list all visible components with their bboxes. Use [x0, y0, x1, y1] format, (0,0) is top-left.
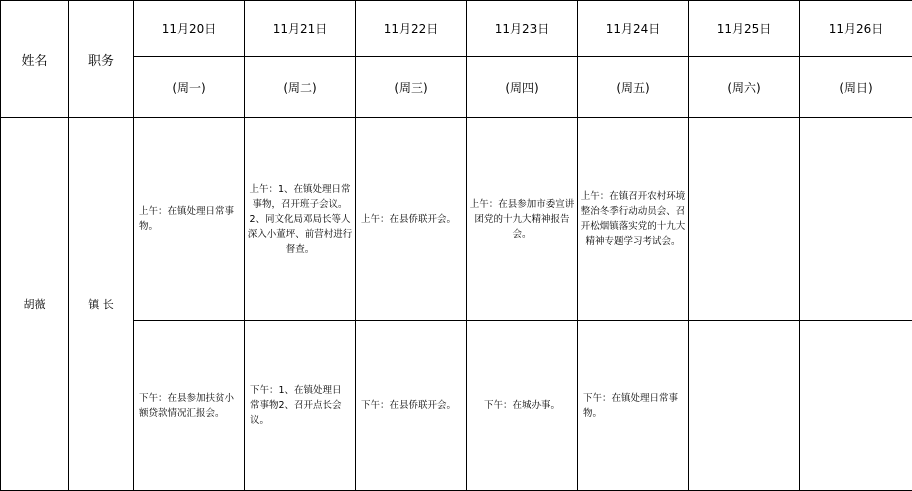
- morning-row: [1, 118, 912, 321]
- afternoon-tue-text: 下午：1、在镇处理日常事物2、召开点长会议。: [245, 383, 355, 428]
- header-name: 姓名: [1, 1, 69, 118]
- afternoon-mon-text: 下午：在县参加扶贫小额贷款情况汇报会。: [134, 391, 244, 421]
- morning-thu: [467, 118, 578, 321]
- date-row: [1, 1, 912, 57]
- weekday-fri: (周五): [578, 57, 689, 118]
- weekday-thu: (周四): [467, 57, 578, 118]
- afternoon-thu: [467, 321, 578, 491]
- person-name: 胡薇: [1, 118, 69, 491]
- weekday-row: [1, 57, 912, 118]
- weekday-sat: (周六): [689, 57, 800, 118]
- morning-wed: [356, 118, 467, 321]
- morning-thu-text: 上午：在县参加市委宣讲团党的十九大精神报告会。: [467, 197, 577, 242]
- date-wed: 11月22日: [356, 1, 467, 57]
- date-sun: 11月26日: [800, 1, 912, 57]
- weekday-tue: (周二): [245, 57, 356, 118]
- morning-fri-text: 上午：在镇召开农村环境整治冬季行动动员会、召开松烟镇落实党的十九大精神专题学习考试会。: [578, 189, 688, 249]
- afternoon-fri: [578, 321, 689, 491]
- afternoon-sat: [689, 321, 800, 491]
- weekday-mon: (周一): [134, 57, 245, 118]
- afternoon-mon: [134, 321, 245, 491]
- afternoon-thu-text: 下午：在城办事。: [467, 398, 577, 413]
- date-thu: 11月23日: [467, 1, 578, 57]
- morning-tue-text: 上午：1、在镇处理日常事物，召开班子会议。2、同文化局邓局长等人深入小董坪、前营村进行督查。: [245, 182, 355, 257]
- weekday-sun: (周日): [800, 57, 912, 118]
- morning-wed-text: 上午：在县侨联开会。: [356, 212, 466, 227]
- morning-mon-text: 上午：在镇处理日常事物。: [134, 204, 244, 234]
- date-sat: 11月25日: [689, 1, 800, 57]
- afternoon-tue: [245, 321, 356, 491]
- morning-mon: [134, 118, 245, 321]
- afternoon-wed-text: 下午：在县侨联开会。: [356, 398, 466, 413]
- afternoon-row: [1, 321, 912, 491]
- date-fri: 11月24日: [578, 1, 689, 57]
- header-role: 职务: [69, 1, 134, 118]
- person-role: 镇 长: [69, 118, 134, 491]
- morning-sun: [800, 118, 912, 321]
- morning-sat: [689, 118, 800, 321]
- morning-fri: [578, 118, 689, 321]
- morning-tue: [245, 118, 356, 321]
- afternoon-sun: [800, 321, 912, 491]
- afternoon-wed: [356, 321, 467, 491]
- afternoon-fri-text: 下午：在镇处理日常事物。: [578, 391, 688, 421]
- weekday-wed: (周三): [356, 57, 467, 118]
- date-mon: 11月20日: [134, 1, 245, 57]
- date-tue: 11月21日: [245, 1, 356, 57]
